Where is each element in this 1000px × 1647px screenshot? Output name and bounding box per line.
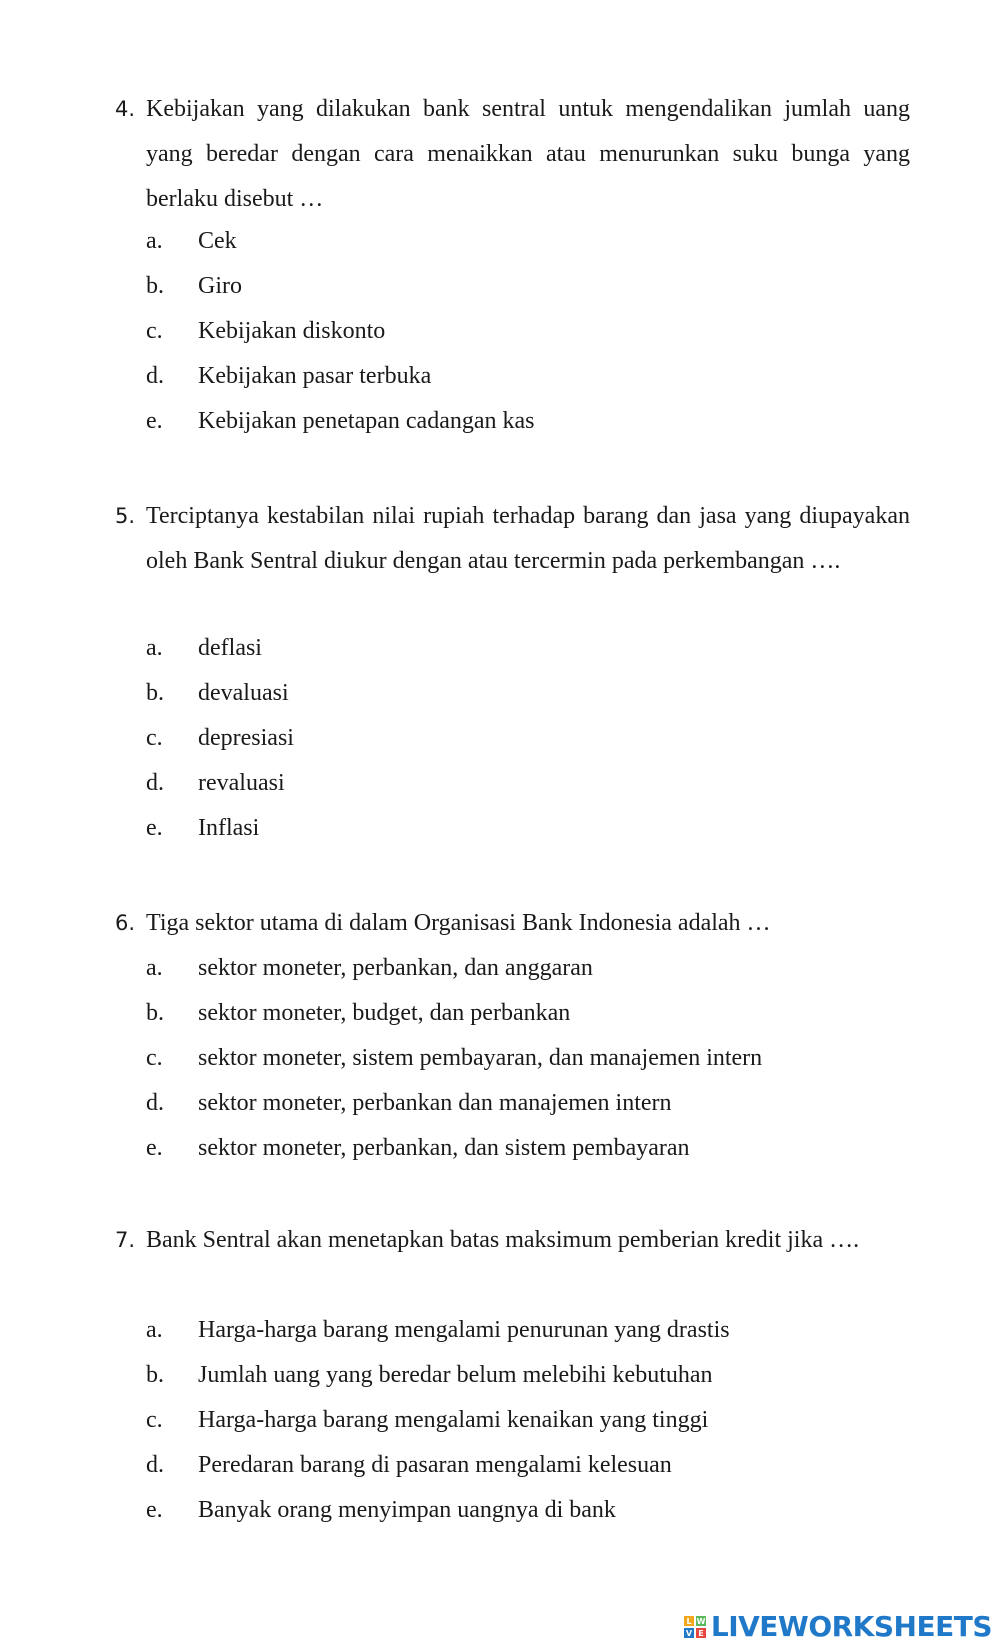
option-text: devaluasi — [198, 680, 289, 706]
option-letter: e. — [146, 1497, 163, 1523]
option-c[interactable] — [0, 309, 1000, 354]
option-e[interactable] — [0, 806, 1000, 851]
option-letter: c. — [146, 1407, 163, 1433]
option-d[interactable] — [0, 761, 1000, 806]
option-letter: e. — [146, 408, 163, 434]
option-letter: a. — [146, 228, 163, 254]
option-text: sektor moneter, perbankan, dan anggaran — [198, 955, 593, 981]
option-letter: e. — [146, 815, 163, 841]
option-letter: b. — [146, 273, 164, 299]
brand-name: LIVEWORKSHEETS — [710, 1610, 992, 1643]
option-text: sektor moneter, sistem pembayaran, dan manajemen intern — [198, 1045, 763, 1071]
option-text: Inflasi — [198, 815, 260, 841]
option-b[interactable] — [0, 1353, 1000, 1398]
option-letter: a. — [146, 635, 163, 661]
option-d[interactable] — [0, 354, 1000, 399]
question-number: 4. — [115, 97, 136, 121]
option-letter: b. — [146, 680, 164, 706]
option-c[interactable] — [0, 1398, 1000, 1443]
question-text: Kebijakan yang dilakukan bank sentral untuk mengendalikan jumlah uang yang beredar dengan cara menaikkan atau menurunkan suku bunga yang berlaku disebut … — [146, 96, 910, 212]
option-c[interactable] — [0, 716, 1000, 761]
option-text: Giro — [198, 273, 242, 299]
option-letter: c. — [146, 725, 163, 751]
option-letter: a. — [146, 1317, 163, 1343]
question-number: 6. — [115, 911, 136, 935]
option-text: sektor moneter, perbankan, dan sistem pembayaran — [198, 1135, 690, 1161]
option-text: Harga-harga barang mengalami kenaikan yang tinggi — [198, 1407, 709, 1433]
option-letter: d. — [146, 1090, 164, 1116]
option-text: Harga-harga barang mengalami penurunan yang drastis — [198, 1317, 730, 1343]
question-number: 7. — [115, 1228, 136, 1252]
option-d[interactable] — [0, 1443, 1000, 1488]
option-text: depresiasi — [198, 725, 294, 751]
option-letter: d. — [146, 363, 164, 389]
question-number: 5. — [115, 504, 136, 528]
option-letter: c. — [146, 1045, 163, 1071]
question-text: Bank Sentral akan menetapkan batas maksimum pemberian kredit jika …. — [146, 1227, 860, 1253]
option-c[interactable] — [0, 1036, 1000, 1081]
option-text: Kebijakan penetapan cadangan kas — [198, 408, 535, 434]
option-letter: b. — [146, 1000, 164, 1026]
option-d[interactable] — [0, 1081, 1000, 1126]
svg-text:W: W — [696, 1616, 706, 1626]
option-letter: d. — [146, 770, 164, 796]
option-letter: d. — [146, 1452, 164, 1478]
option-text: sektor moneter, perbankan dan manajemen intern — [198, 1090, 672, 1116]
option-e[interactable] — [0, 1126, 1000, 1171]
option-text: Kebijakan pasar terbuka — [198, 363, 432, 389]
option-text: sektor moneter, budget, dan perbankan — [198, 1000, 571, 1026]
svg-text:V: V — [685, 1628, 692, 1638]
option-a[interactable] — [0, 946, 1000, 991]
option-e[interactable] — [0, 399, 1000, 444]
option-e[interactable] — [0, 1488, 1000, 1533]
option-letter: e. — [146, 1135, 163, 1161]
option-b[interactable] — [0, 264, 1000, 309]
option-letter: c. — [146, 318, 163, 344]
svg-text:E: E — [698, 1628, 704, 1638]
option-text: Banyak orang menyimpan uangnya di bank — [198, 1497, 616, 1523]
option-a[interactable] — [0, 1308, 1000, 1353]
option-text: deflasi — [198, 635, 262, 661]
option-text: Kebijakan diskonto — [198, 318, 386, 344]
option-a[interactable] — [0, 626, 1000, 671]
option-text: Peredaran barang di pasaran mengalami kelesuan — [198, 1452, 672, 1478]
question-text: Terciptanya kestabilan nilai rupiah terhadap barang dan jasa yang diupayakan oleh Bank Sentral diukur dengan atau tercermin pada perkembangan …. — [146, 503, 910, 574]
liveworksheets-logo-icon — [684, 1616, 706, 1638]
option-text: Jumlah uang yang beredar belum melebihi kebutuhan — [198, 1362, 713, 1388]
question-text: Tiga sektor utama di dalam Organisasi Bank Indonesia adalah … — [146, 910, 771, 936]
option-letter: b. — [146, 1362, 164, 1388]
option-text: Cek — [198, 228, 237, 254]
liveworksheets-brand[interactable] — [684, 1610, 992, 1643]
option-text: revaluasi — [198, 770, 285, 796]
option-letter: a. — [146, 955, 163, 981]
option-b[interactable] — [0, 671, 1000, 716]
option-a[interactable] — [0, 219, 1000, 264]
option-b[interactable] — [0, 991, 1000, 1036]
svg-text:L: L — [686, 1616, 692, 1626]
